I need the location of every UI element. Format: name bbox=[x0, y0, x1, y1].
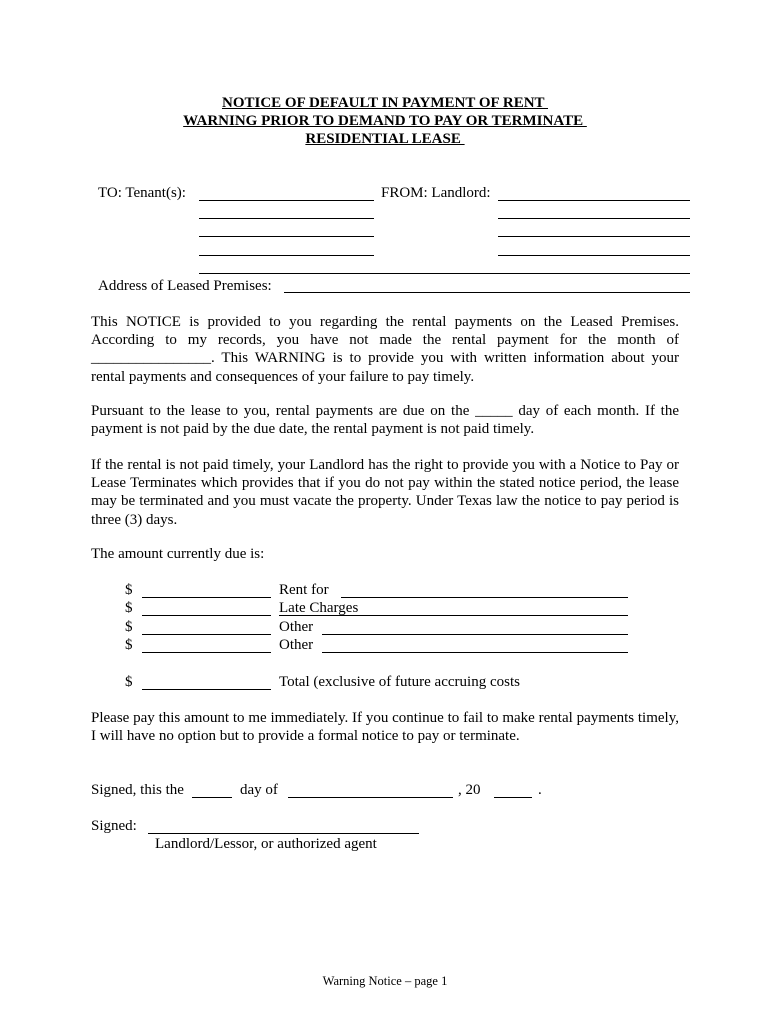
signed-label: Signed: bbox=[91, 818, 137, 834]
year-prefix: , 20 bbox=[458, 782, 481, 798]
amount-line-total[interactable] bbox=[142, 689, 271, 690]
paragraph-amount-due: The amount currently due is: bbox=[91, 546, 265, 562]
dollar-sign: $ bbox=[125, 619, 133, 635]
amount-label-other-2: Other bbox=[279, 637, 314, 653]
signed-year-line[interactable] bbox=[494, 797, 532, 798]
paragraph-rights: If the rental is not paid timely, your Landlord has the right to provide you with a Notice to Pay or Lease Terminates which provides that if you do not pay within the stated notice period, the lease may be terminated and you must vacate the property. Under Texas law the notice to pay period is three (3) days. bbox=[91, 457, 679, 528]
title-line-2: WARNING PRIOR TO DEMAND TO PAY OR TERMINATE bbox=[183, 113, 587, 129]
signed-month-line[interactable] bbox=[288, 797, 453, 798]
signed-day-line[interactable] bbox=[192, 797, 232, 798]
landlord-name-line-3[interactable] bbox=[498, 236, 690, 237]
other-line-2[interactable] bbox=[322, 652, 628, 653]
day-of-label: day of bbox=[240, 782, 278, 798]
landlord-name-line-4[interactable] bbox=[498, 255, 690, 256]
page-footer: Warning Notice – page 1 bbox=[322, 974, 448, 988]
dollar-sign: $ bbox=[125, 637, 133, 653]
tenant-name-line-2[interactable] bbox=[199, 218, 374, 219]
amount-line-rent[interactable] bbox=[142, 597, 271, 598]
title-line-3: RESIDENTIAL LEASE bbox=[305, 131, 465, 147]
amount-label-rent: Rent for bbox=[279, 582, 329, 598]
signed-this-label: Signed, this the bbox=[91, 782, 184, 798]
signer-caption: Landlord/Lessor, or authorized agent bbox=[155, 836, 377, 852]
date-period: . bbox=[538, 782, 542, 798]
paragraph-pay-now: Please pay this amount to me immediately. If you continue to fail to make rental payments timely, I will have no option but to provide a formal notice to pay or terminate. bbox=[91, 710, 679, 745]
paragraph-due-date: Pursuant to the lease to you, rental payments are due on the _____ day of each month. If the payment is not paid by the due date, the rental payment is not paid timely. bbox=[91, 403, 679, 438]
address-line-2[interactable] bbox=[284, 292, 690, 293]
amount-line-other-1[interactable] bbox=[142, 634, 271, 635]
landlord-name-line-2[interactable] bbox=[498, 218, 690, 219]
address-label: Address of Leased Premises: bbox=[98, 278, 272, 294]
title-line-1: NOTICE OF DEFAULT IN PAYMENT OF RENT bbox=[221, 95, 549, 111]
amount-label-late-charges: Late Charges bbox=[279, 600, 359, 616]
amount-label-total: Total (exclusive of future accruing costs bbox=[279, 674, 520, 690]
amount-line-late-charges[interactable] bbox=[142, 615, 271, 616]
address-line-1[interactable] bbox=[199, 273, 690, 274]
dollar-sign: $ bbox=[125, 674, 133, 690]
dollar-sign: $ bbox=[125, 582, 133, 598]
other-line-1[interactable] bbox=[322, 634, 628, 635]
amount-line-other-2[interactable] bbox=[142, 652, 271, 653]
to-tenants-label: TO: Tenant(s): bbox=[98, 185, 186, 201]
tenant-name-line-1[interactable] bbox=[199, 200, 374, 201]
tenant-name-line-3[interactable] bbox=[199, 236, 374, 237]
dollar-sign: $ bbox=[125, 600, 133, 616]
tenant-name-line-4[interactable] bbox=[199, 255, 374, 256]
from-landlord-label: FROM: Landlord: bbox=[381, 185, 491, 201]
landlord-name-line-1[interactable] bbox=[498, 200, 690, 201]
signature-line[interactable] bbox=[148, 833, 419, 834]
amount-label-other-1: Other bbox=[279, 619, 314, 635]
late-charges-line[interactable] bbox=[279, 615, 628, 616]
paragraph-notice: This NOTICE is provided to you regarding the rental payments on the Leased Premises. According to my records, you have not made the rental payment for the month of ________________. This WARNING is to provide you with written information about your rental payments and consequences of your failure to pay timely. bbox=[91, 314, 679, 385]
rent-for-line[interactable] bbox=[341, 597, 628, 598]
